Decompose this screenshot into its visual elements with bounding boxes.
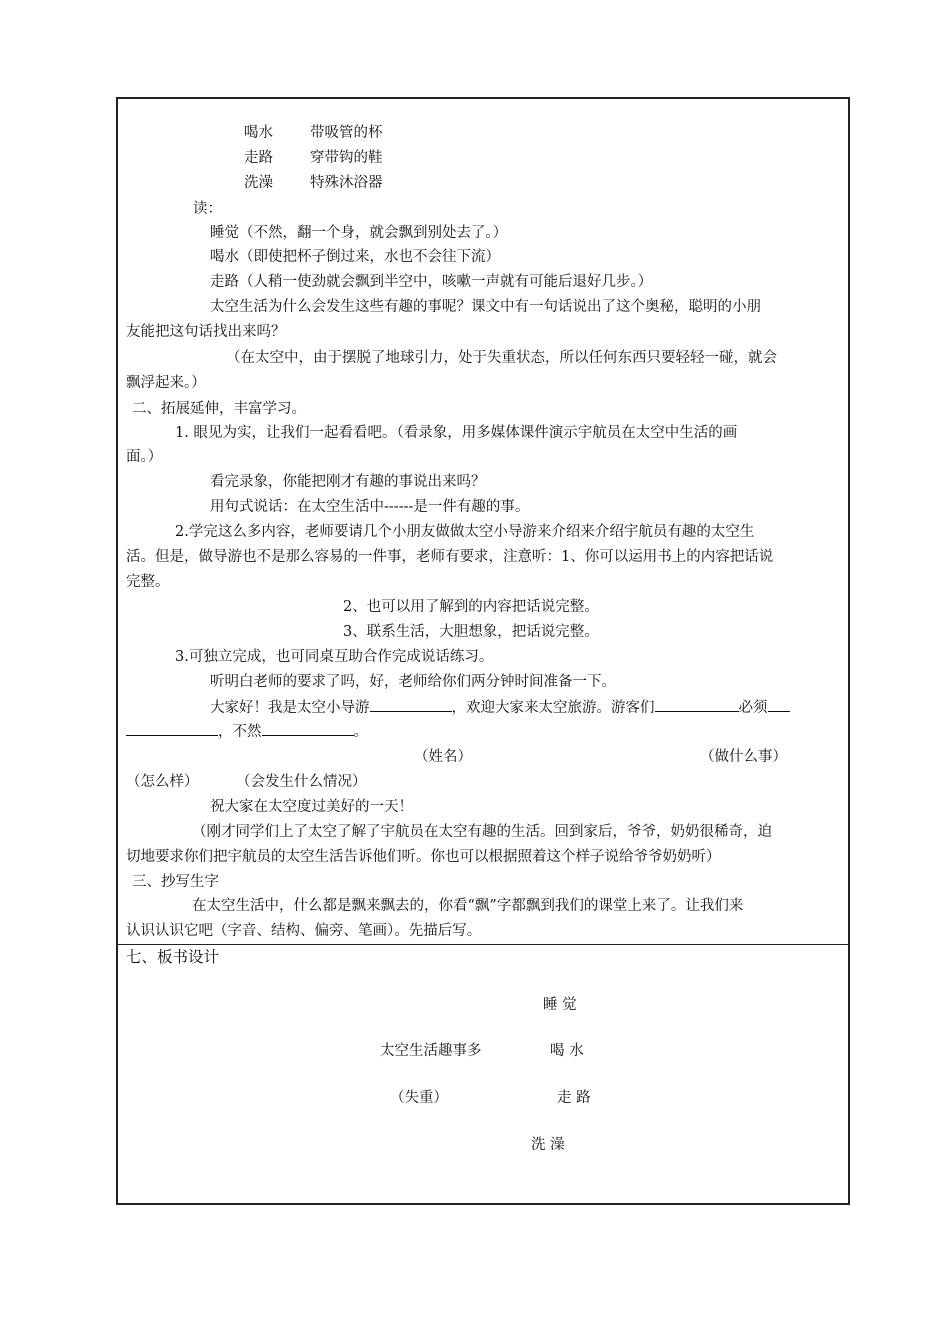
hint-result: （会发生什么情况） xyxy=(236,774,367,790)
answer-line: （在太空中，由于摆脱了地球引力，处于失重状态，所以任何东西只要轻轻一碰，就会 xyxy=(226,350,777,366)
hint-what: （做什么事） xyxy=(700,749,787,765)
item-verb: 喝水 xyxy=(244,125,273,141)
step-2-line: 完整。 xyxy=(126,574,170,590)
read-label: 读： xyxy=(193,201,222,217)
table-divider xyxy=(118,944,848,945)
step-2-line: 2.学完这么多内容，老师要请几个小朋友做做太空小导游来介绍来介绍宇航员有趣的太空生 xyxy=(175,524,755,540)
read-line: 睡觉（不然，翻一个身，就会飘到别处去了。） xyxy=(210,225,508,241)
step-1-question: 看完录象，你能把刚才有趣的事说出来吗？ xyxy=(210,474,486,490)
section-7-title: 七、板书设计 xyxy=(126,948,220,966)
section-2-title: 二、拓展延伸，丰富学习。 xyxy=(132,401,306,417)
step-3-line: 3.可独立完成，也可同桌互助合作完成说话练习。 xyxy=(175,649,494,665)
homework-line: （刚才同学们上了太空了解了宇航员在太空有趣的生活。回到家后，爷爷，奶奶很稀奇，迫 xyxy=(192,824,772,840)
read-line: 喝水（即使把杯子倒过来，水也不会往下流） xyxy=(210,249,500,265)
board-drink: 喝 水 xyxy=(550,1043,584,1059)
hint-name: （姓名） xyxy=(414,749,472,765)
hint-how: （怎么样） xyxy=(126,774,199,790)
how-blank xyxy=(768,697,790,712)
question-line: 太空生活为什么会发生这些有趣的事呢？课文中有一句话说出了这个奥秘，聪明的小朋 xyxy=(210,299,761,315)
board-bath: 洗 澡 xyxy=(531,1137,565,1153)
read-line: 走路（人稍一使劲就会飘到半空中，咳嗽一声就有可能后退好几步。） xyxy=(210,274,653,290)
board-title: 太空生活趣事多 xyxy=(380,1043,482,1059)
guide-template-line: 大家好！我是太空小导游 ，欢迎大家来太空旅游。游客们 必须 xyxy=(210,697,790,718)
sentence-pattern: 用句式说话：在太空生活中------是一件有趣的事。 xyxy=(210,499,530,515)
step-1-line: 1. 眼见为实，让我们一起看看吧。（看录象，用多媒体课件演示宇航员在太空中生活的画 xyxy=(175,425,738,441)
requirement-2: 2、也可以用了解到的内容把话说完整。 xyxy=(343,599,599,615)
copy-line: 在太空生活中，什么都是飘来飘去的，你看“飘”字都飘到我们的课堂上来了。让我们来 xyxy=(192,898,744,914)
answer-line: 飘浮起来。） xyxy=(126,375,206,391)
copy-line: 认识认识它吧（字音、结构、偏旁、笔画）。先描后写。 xyxy=(126,923,482,939)
item-verb: 走路 xyxy=(244,150,273,166)
board-weightless: （失重） xyxy=(390,1090,448,1106)
step-2-line: 活。但是，做导游也不是那么容易的一件事，老师有要求，注意听：1、你可以运用书上的内容把话说 xyxy=(126,549,774,565)
name-blank xyxy=(370,697,452,712)
board-sleep: 睡 觉 xyxy=(543,997,577,1013)
requirement-3: 3、联系生活，大胆想象，把话说完整。 xyxy=(343,624,599,640)
board-walk: 走 路 xyxy=(557,1090,591,1106)
item-tool: 带吸管的杯 xyxy=(310,125,383,141)
wish-line: 祝大家在太空度过美好的一天！ xyxy=(210,799,413,815)
guide-template-line: ，不然 。 xyxy=(126,721,368,742)
item-tool: 穿带钩的鞋 xyxy=(310,150,383,166)
step-1-line: 面。） xyxy=(126,449,163,465)
question-line: 友能把这句话找出来吗？ xyxy=(126,324,286,340)
result-blank xyxy=(262,721,354,736)
how-blank xyxy=(126,721,218,736)
homework-line: 切地要求你们把宇航员的太空生活告诉他们听。你也可以根据照着这个样子说给爷爷奶奶听） xyxy=(126,849,721,865)
section-3-title: 三、抄写生字 xyxy=(132,874,219,890)
item-verb: 洗澡 xyxy=(244,175,273,191)
prepare-line: 听明白老师的要求了吗，好，老师给你们两分钟时间准备一下。 xyxy=(210,674,616,690)
item-tool: 特殊沐浴器 xyxy=(310,175,383,191)
what-blank xyxy=(655,697,739,712)
